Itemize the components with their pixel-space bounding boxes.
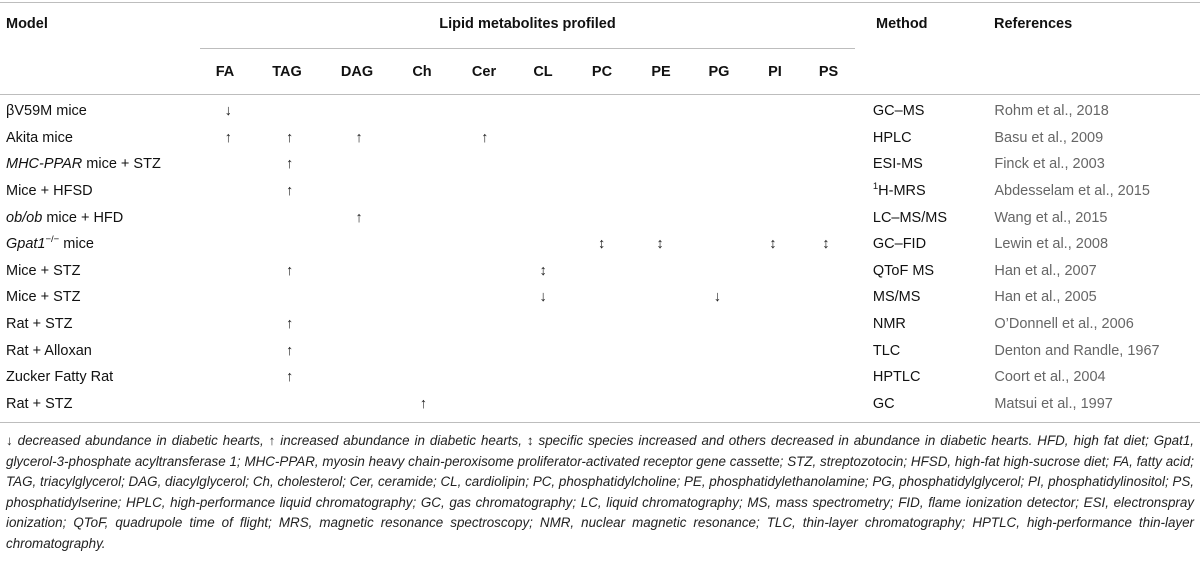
row-reference: Han et al., 2005 (994, 289, 1097, 306)
mark-cl: ↕ (539, 262, 547, 279)
mark-pc (572, 151, 631, 178)
row-model (0, 151, 204, 178)
mark-dag (326, 391, 391, 418)
mark-pe (631, 204, 688, 231)
row-method-text: H-MRS (878, 183, 926, 200)
mark-ch (392, 231, 455, 258)
lipid-table-body (0, 98, 1200, 417)
mark-dag (326, 178, 391, 205)
mark-cl (514, 98, 571, 125)
row-model: Rat + STZ (6, 395, 73, 412)
mark-pc (572, 258, 631, 285)
table-row (0, 284, 1200, 311)
mark-cl (514, 204, 571, 231)
table-bottom-rule (0, 422, 1200, 423)
mark-pg (689, 311, 746, 338)
mark-pi: ↕ (769, 236, 777, 253)
row-method: HPTLC (872, 369, 921, 386)
mark-pc (572, 391, 631, 418)
mark-ps (800, 178, 852, 205)
mark-pe (631, 258, 688, 285)
row-method-sup: 1 (872, 181, 879, 193)
mark-pe (631, 284, 688, 311)
mark-cer (455, 284, 514, 311)
header-bottom-rule (0, 94, 1200, 95)
col-header-ps: PS (818, 64, 839, 80)
mark-fa (204, 204, 254, 231)
mark-ch (392, 151, 455, 178)
mark-tag: ↑ (286, 183, 294, 200)
header-lipid-group: Lipid metabolites profiled (439, 16, 616, 32)
mark-tag (253, 284, 326, 311)
row-model-italic: ob/ob (6, 209, 43, 226)
row-method (873, 178, 994, 205)
mark-fa (204, 311, 254, 338)
mark-pg: ↓ (713, 289, 722, 306)
mark-dag (326, 98, 391, 125)
mark-cer (455, 231, 514, 258)
mark-ps (800, 391, 852, 418)
mark-cl (514, 178, 571, 205)
mark-pg (689, 337, 746, 364)
mark-ps (800, 125, 852, 152)
table-row (0, 231, 1200, 258)
mark-dag (326, 337, 391, 364)
col-header-fa: FA (215, 64, 235, 80)
row-model (0, 231, 204, 258)
header-method: Method (876, 16, 928, 32)
mark-pc (572, 125, 631, 152)
row-model: Mice + STZ (6, 262, 81, 279)
mark-pe (631, 98, 688, 125)
mark-cer (455, 311, 514, 338)
mark-ps (800, 204, 852, 231)
row-model (0, 204, 204, 231)
mark-tag (253, 204, 326, 231)
mark-ps (800, 258, 852, 285)
mark-fa (204, 391, 254, 418)
mark-pe (631, 151, 688, 178)
mark-cl (514, 391, 571, 418)
mark-tag (253, 231, 326, 258)
col-header-pe: PE (651, 64, 671, 80)
row-reference: Lewin et al., 2008 (994, 236, 1109, 253)
mark-pc (572, 284, 631, 311)
mark-tag: ↑ (286, 342, 294, 359)
mark-dag (326, 258, 391, 285)
row-method: GC–FID (872, 236, 927, 253)
row-model-suffix: mice + STZ (82, 156, 161, 173)
mark-ch (392, 125, 455, 152)
mark-pi (746, 311, 799, 338)
mark-ps (800, 364, 852, 391)
mark-pi (746, 364, 799, 391)
mark-dag (326, 284, 391, 311)
mark-pg (689, 125, 746, 152)
mark-fa (204, 231, 254, 258)
mark-dag: ↑ (355, 209, 363, 226)
mark-ps: ↕ (822, 236, 830, 253)
row-model: Rat + STZ (6, 316, 73, 333)
mark-cer (455, 391, 514, 418)
row-model-sup: −/− (45, 234, 60, 246)
mark-ps (800, 98, 852, 125)
mark-pg (689, 98, 746, 125)
row-reference: Wang et al., 2015 (994, 209, 1108, 226)
mark-cer (455, 258, 514, 285)
mark-ch (392, 337, 455, 364)
col-header-cl: CL (533, 64, 553, 80)
mark-pc (572, 178, 631, 205)
mark-cl (514, 125, 571, 152)
table-row (0, 258, 1200, 285)
row-method: LC–MS/MS (872, 209, 948, 226)
mark-pc (572, 311, 631, 338)
table-row (0, 204, 1200, 231)
row-method: ESI-MS (872, 156, 923, 173)
row-model: βV59M mice (6, 103, 87, 120)
row-method: QToF MS (872, 262, 935, 279)
mark-pi (746, 204, 799, 231)
row-reference: O’Donnell et al., 2006 (994, 316, 1134, 333)
mark-dag (326, 231, 391, 258)
mark-cl (514, 311, 571, 338)
mark-tag (253, 391, 326, 418)
mark-fa (204, 178, 254, 205)
row-reference: Basu et al., 2009 (994, 129, 1104, 146)
mark-cl: ↓ (539, 289, 547, 306)
mark-pi (746, 125, 799, 152)
mark-tag: ↑ (286, 156, 294, 173)
mark-pi (746, 258, 799, 285)
table-row (0, 98, 1200, 125)
row-reference: Coort et al., 2004 (994, 369, 1106, 386)
mark-pe (631, 311, 688, 338)
mark-pi (746, 284, 799, 311)
mark-pg (689, 204, 746, 231)
table-row (0, 178, 1200, 205)
mark-ch: ↑ (419, 395, 427, 412)
mark-pi (746, 337, 799, 364)
mark-pi (746, 391, 799, 418)
mark-ch (392, 364, 455, 391)
mark-pe: ↕ (656, 236, 664, 253)
lipid-group-rule (200, 48, 855, 49)
mark-ch (392, 98, 455, 125)
row-reference: Han et al., 2007 (994, 262, 1097, 279)
mark-cer (455, 98, 514, 125)
mark-pg (689, 231, 746, 258)
col-header-cer: Cer (471, 64, 497, 80)
mark-pc (572, 98, 631, 125)
mark-pe (631, 125, 688, 152)
mark-pg (689, 258, 746, 285)
mark-cer: ↑ (481, 129, 489, 146)
mark-dag (326, 364, 391, 391)
mark-pi (746, 178, 799, 205)
row-model-italic: Gpat1 (6, 236, 46, 253)
mark-pc (572, 364, 631, 391)
mark-pi (746, 151, 799, 178)
mark-pg (689, 391, 746, 418)
header-model: Model (6, 16, 48, 32)
mark-cl (514, 231, 571, 258)
row-model: Mice + STZ (6, 289, 81, 306)
header-references: References (994, 16, 1073, 32)
col-header-pg: PG (708, 64, 730, 80)
row-reference: Denton and Randle, 1967 (994, 342, 1160, 359)
mark-fa (204, 151, 254, 178)
mark-pe (631, 364, 688, 391)
mark-pe (631, 337, 688, 364)
row-reference: Finck et al., 2003 (994, 156, 1105, 173)
row-model-suffix: mice + HFD (42, 209, 124, 226)
col-header-ch: Ch (412, 64, 432, 80)
mark-ch (392, 204, 455, 231)
mark-pi (746, 98, 799, 125)
mark-pg (689, 178, 746, 205)
row-reference: Matsui et al., 1997 (994, 395, 1113, 412)
mark-pe (631, 178, 688, 205)
mark-fa: ↓ (224, 103, 232, 120)
top-rule (0, 2, 1200, 3)
row-method: TLC (872, 342, 901, 359)
row-method: GC (872, 395, 895, 412)
mark-cer (455, 364, 514, 391)
mark-tag (253, 98, 326, 125)
mark-pg (689, 151, 746, 178)
mark-cer (455, 337, 514, 364)
table-footnote: ↓ decreased abundance in diabetic hearts, ↑ increased abundance in diabetic hearts, ↕ specific species increased and others decreased in abundance in diabetic hearts. HFD, high fat diet; Gpat1, glycerol-3-phosphate acyltransferase 1; MHC-PPAR, myosin heavy chain-peroxisome proliferator-activated receptor gene cassette; STZ, streptozotocin; HFSD, high-fat high-sucrose diet; FA, fatty acid; TAG, triacylglycerol; DAG, diacylglycerol; Ch, cholesterol; Cer, ceramide; CL, cardiolipin; PC, phosphatidylcholine; PE, phosphatidylethanolamine; PG, phosphatidylglycerol; PI, phosphatidylinositol; PS, phosphatidylserine; HPLC, high-performance liquid chromatography; GC, gas chromatography; LC, liquid chromatography; MS, mass spectrometry; FID, flame ionization detector; ESI, electronspray ionization; QToF, quadrupole time of flight; MRS, magnetic resonance spectroscopy; NMR, nuclear magnetic resonance; TLC, thin-layer chromatography; HPTLC, high-performance thin-layer chromatography. (6, 433, 1194, 551)
mark-dag (326, 151, 391, 178)
row-model: Rat + Alloxan (6, 342, 92, 359)
mark-tag: ↑ (286, 262, 294, 279)
mark-ch (392, 258, 455, 285)
row-model: Zucker Fatty Rat (6, 369, 114, 386)
row-model-italic: MHC-PPAR (6, 156, 83, 173)
mark-ps (800, 151, 852, 178)
row-method: NMR (872, 316, 906, 333)
row-model: Akita mice (6, 129, 73, 146)
row-method: HPLC (872, 129, 912, 146)
mark-pe (631, 391, 688, 418)
table-row (0, 151, 1200, 178)
mark-ps (800, 311, 852, 338)
mark-cer (455, 178, 514, 205)
mark-fa (204, 364, 254, 391)
mark-cl (514, 151, 571, 178)
mark-dag (326, 311, 391, 338)
mark-pc: ↕ (597, 236, 606, 253)
mark-dag: ↑ (355, 129, 363, 146)
row-model: Mice + HFSD (6, 183, 93, 200)
mark-cer (455, 204, 514, 231)
mark-fa (204, 258, 254, 285)
table-row (0, 311, 1200, 338)
mark-cer (455, 151, 514, 178)
mark-tag: ↑ (286, 369, 294, 386)
mark-ch (392, 178, 455, 205)
mark-cl (514, 364, 571, 391)
row-method: MS/MS (872, 289, 921, 306)
col-header-pi: PI (768, 64, 782, 80)
col-header-dag: DAG (340, 64, 374, 80)
mark-tag: ↑ (286, 316, 294, 333)
row-reference: Rohm et al., 2018 (994, 103, 1109, 120)
mark-ch (392, 284, 455, 311)
mark-ps (800, 337, 852, 364)
mark-fa (204, 337, 254, 364)
mark-tag: ↑ (286, 129, 294, 146)
table-row (0, 125, 1200, 152)
mark-ch (392, 311, 455, 338)
mark-pc (572, 337, 631, 364)
table-row (0, 337, 1200, 364)
col-header-pc: PC (591, 64, 613, 80)
mark-ps (800, 284, 852, 311)
col-header-tag: TAG (272, 64, 302, 80)
mark-fa (204, 284, 254, 311)
mark-pc (572, 204, 631, 231)
mark-cl (514, 337, 571, 364)
row-model-suffix: mice (59, 236, 94, 253)
row-method: GC–MS (872, 103, 925, 120)
table-row (0, 364, 1200, 391)
row-reference: Abdesselam et al., 2015 (994, 183, 1150, 200)
mark-pg (689, 364, 746, 391)
table-row (0, 391, 1200, 418)
mark-fa: ↑ (224, 129, 232, 146)
